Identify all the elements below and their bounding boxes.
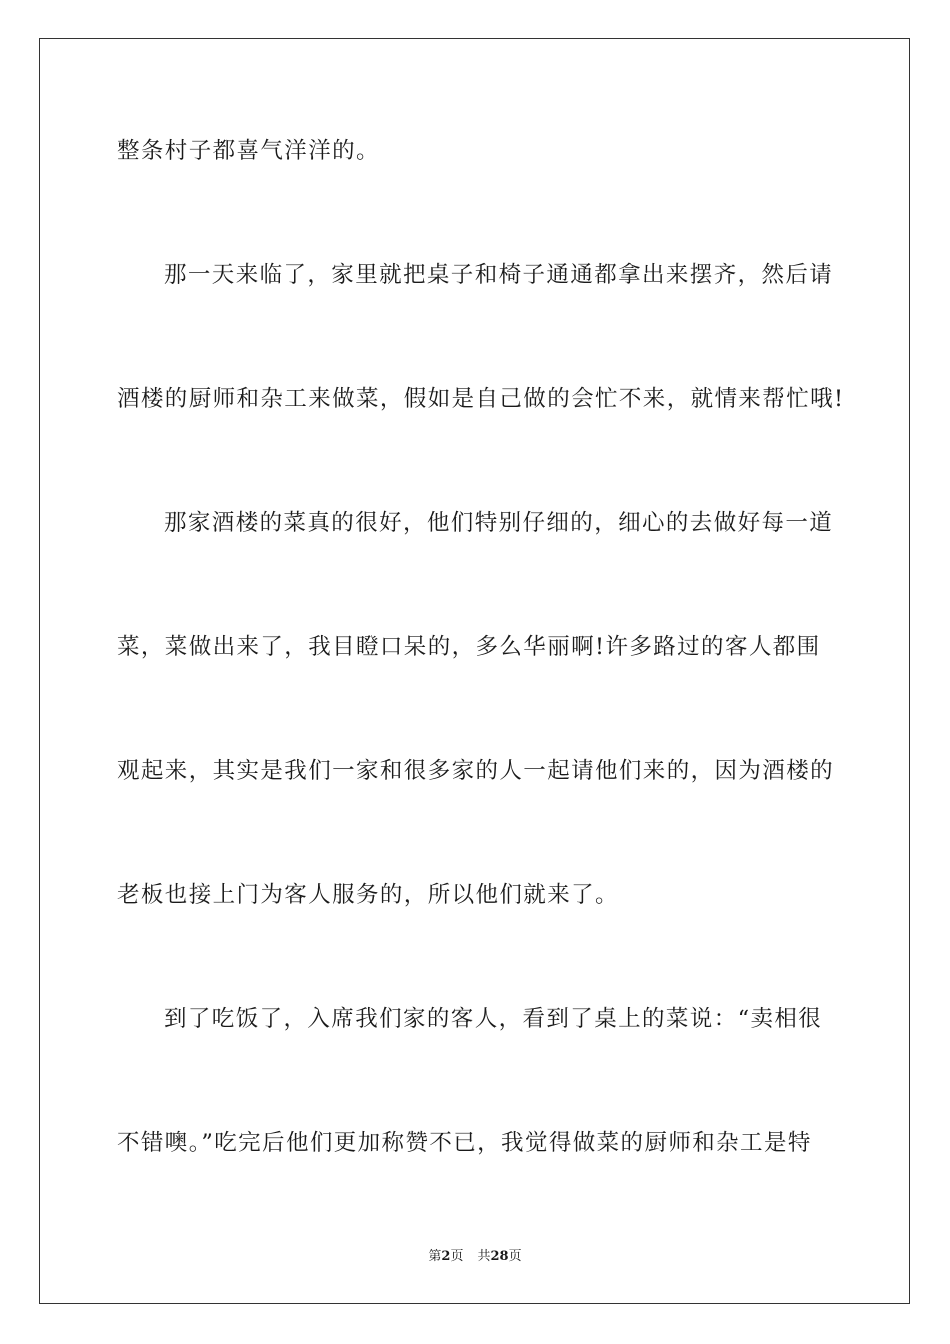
text-line-4: 那家酒楼的菜真的很好，他们特别仔细的，细心的去做好每一道 <box>164 510 834 536</box>
text-line-3: 酒楼的厨师和杂工来做菜，假如是自己做的会忙不来，就情来帮忙哦! <box>117 386 845 412</box>
text-line-9: 不错噢。”吃完后他们更加称赞不已，我觉得做菜的厨师和杂工是特 <box>117 1130 812 1156</box>
text-line-6: 观起来，其实是我们一家和很多家的人一起请他们来的，因为酒楼的 <box>117 758 835 784</box>
text-line-5: 菜，菜做出来了，我目瞪口呆的，多么华丽啊!许多路过的客人都围 <box>117 634 821 660</box>
text-line-8: 到了吃饭了，入席我们家的客人，看到了桌上的菜说：“卖相很 <box>164 1006 823 1032</box>
text-line-2: 那一天来临了，家里就把桌子和椅子通通都拿出来摆齐，然后请 <box>164 262 834 288</box>
page-footer <box>0 1248 950 1266</box>
page-suffix: 页 <box>450 1249 464 1264</box>
total-pages: 28 <box>490 1249 509 1264</box>
text-line-1: 整条村子都喜气洋洋的。 <box>117 138 380 164</box>
page-border <box>39 38 910 1304</box>
text-line-7: 老板也接上门为客人服务的，所以他们就来了。 <box>117 882 619 908</box>
page-prefix: 第 <box>428 1249 442 1264</box>
total-suffix: 页 <box>508 1249 522 1264</box>
page-number: 2 <box>441 1249 451 1264</box>
total-prefix: 共 <box>477 1249 491 1264</box>
